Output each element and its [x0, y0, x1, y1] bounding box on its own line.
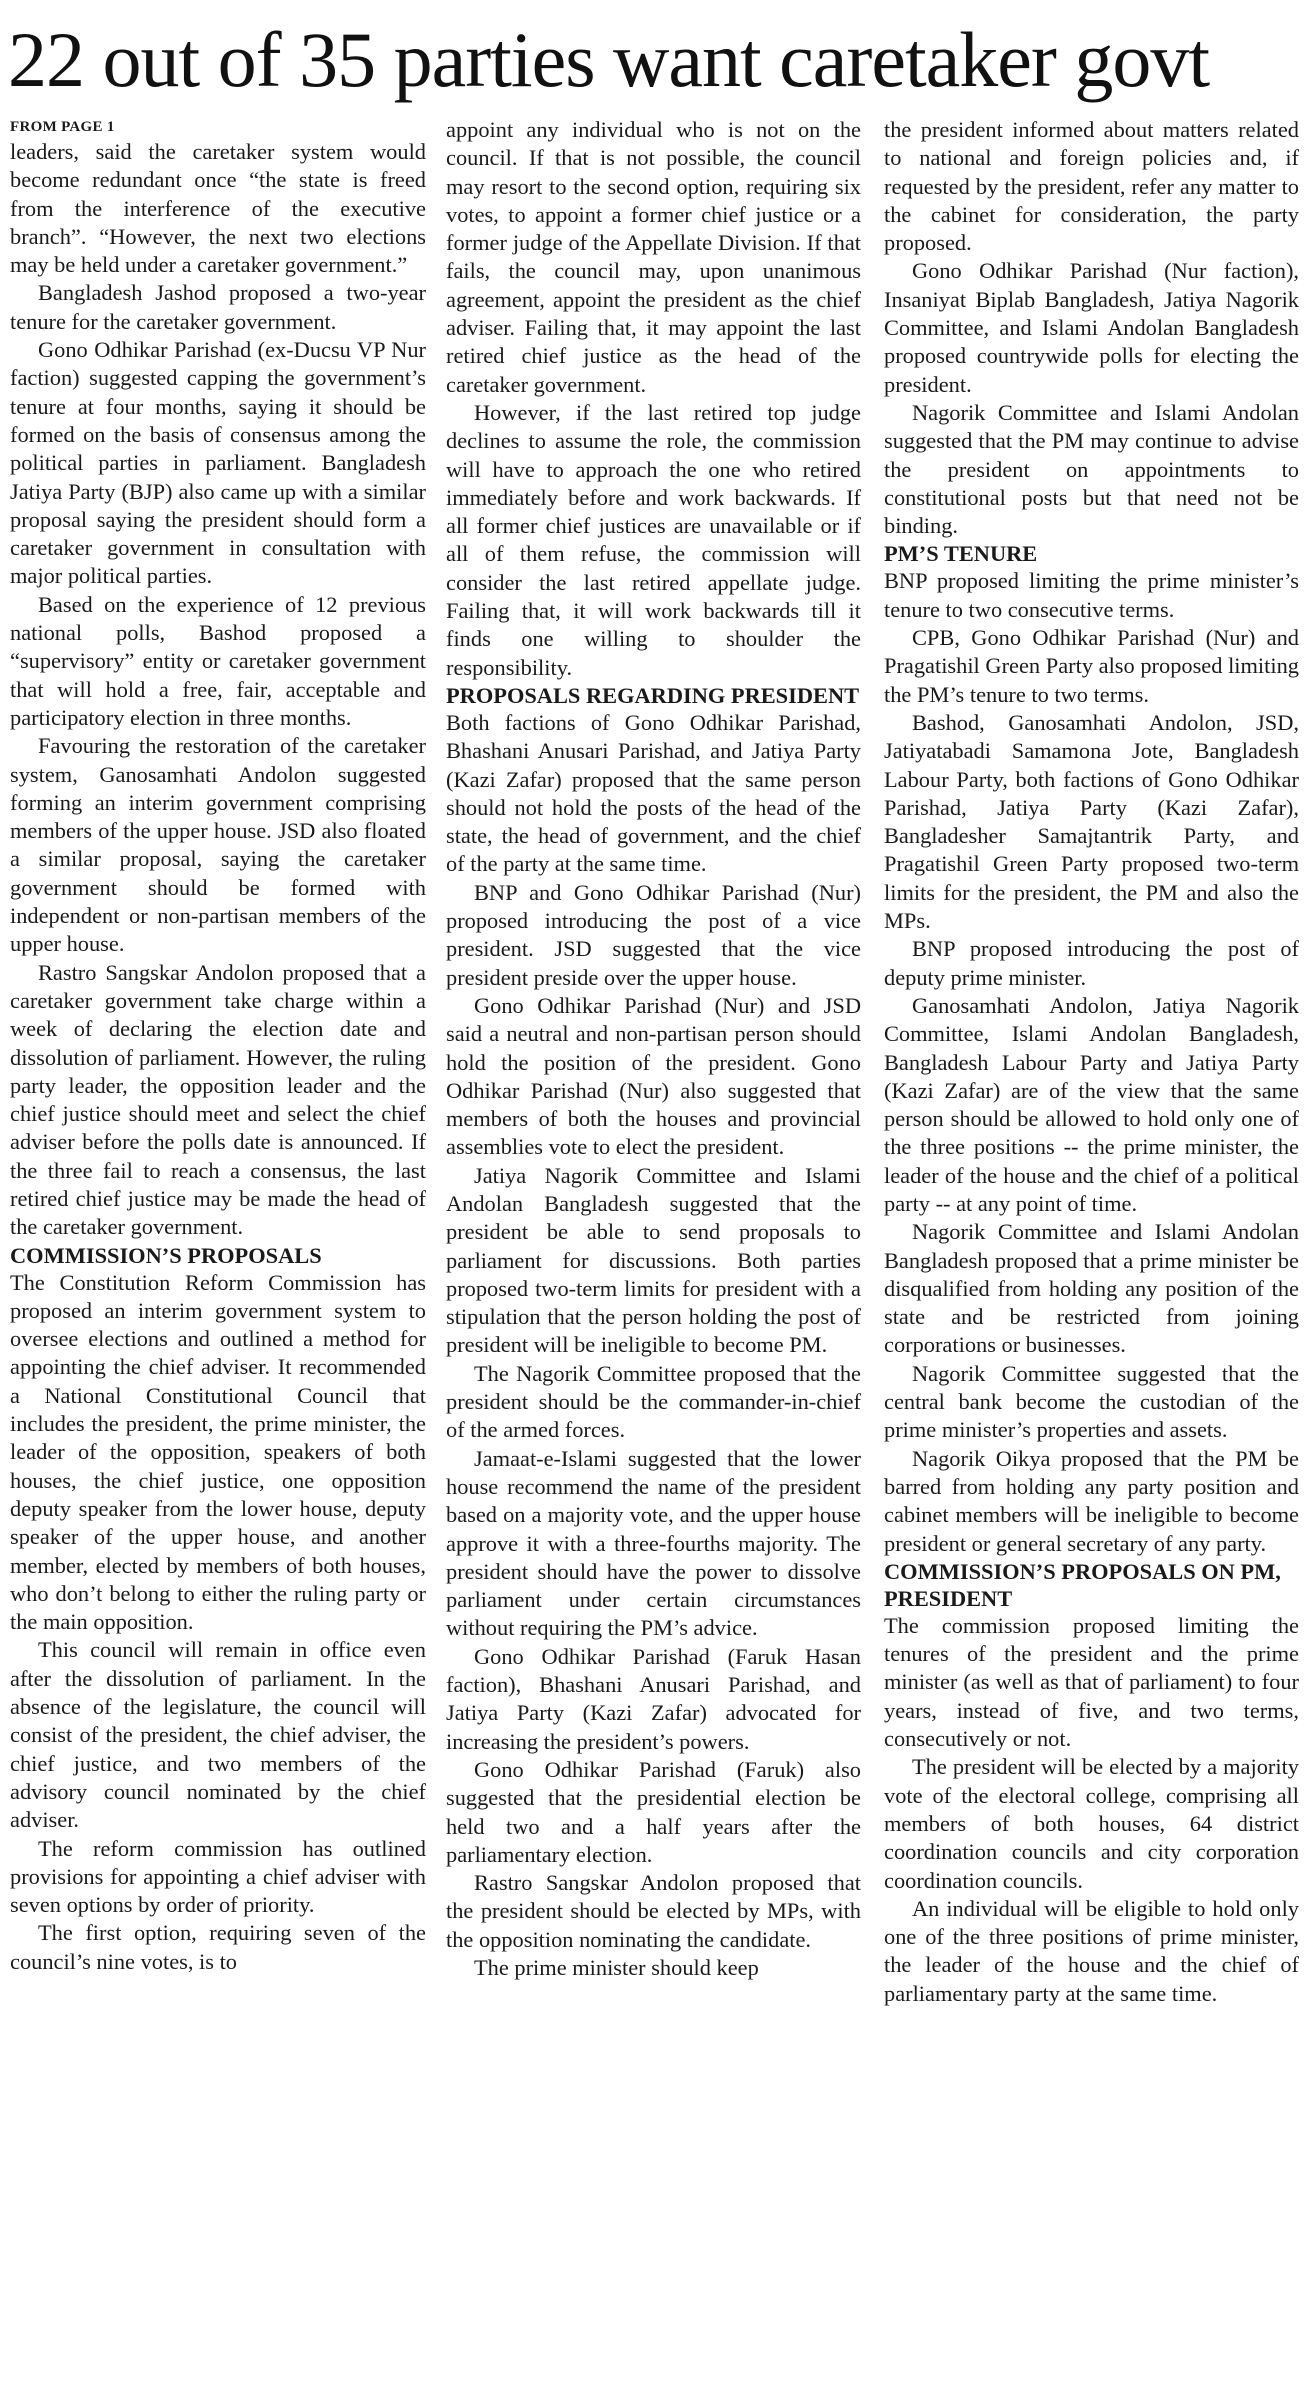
paragraph: BNP and Gono Odhikar Parishad (Nur) proposed introducing the post of a vice president. JSD suggested that the vice president preside over the upper house.	[446, 879, 861, 990]
section-heading: COMMISSION’S PROPOSALS ON PM, PRESIDENT	[884, 1558, 1281, 1611]
section-heading: PM’S TENURE	[884, 541, 1038, 567]
paragraph: However, if the last retired top judge declines to assume the role, the commission will have to approach the one who retired immediately before and work backwards. If all former chief justices are unavailable or if all of them refuse, the commission will consider the last retired appellate judge. Failing that, it will work backwards till it finds one willing to shoulder the responsibility.	[446, 399, 861, 680]
paragraph: This council will remain in office even after the dissolution of parliament. In the absence of the legislature, the council will consist of the president, the chief adviser, the chief justice, and two members of the advisory council nominated by the chief adviser.	[10, 1637, 426, 1833]
paragraph: BNP proposed limiting the prime minister’s tenure to two consecutive terms.	[884, 568, 1299, 622]
article-column-2	[446, 116, 861, 2400]
paragraph: The reform commission has outlined provisions for appointing a chief adviser with seven options by order of priority.	[10, 1835, 426, 1918]
article-column-3	[884, 116, 1299, 2400]
paragraph: Gono Odhikar Parishad (Nur) and JSD said a neutral and non-partisan person should hold the position of the president. Gono Odhikar Parishad (Nur) also suggested that members of both the houses and provincial assemblies vote to elect the president.	[446, 992, 861, 1160]
paragraph: Both factions of Gono Odhikar Parishad, Bhashani Anusari Parishad, and Jatiya Party (Kazi Zafar) proposed that the same person should not hold the posts of the head of the state, the head of government, and the chief of the party at the same time.	[446, 709, 861, 877]
paragraph: The Nagorik Committee proposed that the president should be the commander-in-chief of the armed forces.	[446, 1360, 861, 1443]
paragraph: Jatiya Nagorik Committee and Islami Andolan Bangladesh suggested that the president be able to send proposals to parliament for discussions. Both parties proposed two-term limits for president with a stipulation that the person holding the post of president will be ineligible to become PM.	[446, 1162, 861, 1358]
paragraph: Nagorik Oikya proposed that the PM be barred from holding any party position and cabinet members will be ineligible to become president or general secretary of any party.	[884, 1445, 1299, 1556]
dateline: FROM PAGE 1	[10, 119, 115, 135]
paragraph: the president informed about matters related to national and foreign policies and, if requested by the president, refer any matter to the cabinet for consideration, the party proposed.	[884, 117, 1299, 256]
paragraph: Gono Odhikar Parishad (Faruk Hasan faction), Bhashani Anusari Parishad, and Jatiya Party (Kazi Zafar) advocated for increasing the president’s powers.	[446, 1643, 861, 1754]
paragraph: Jamaat-e-Islami suggested that the lower house recommend the name of the president based on a majority vote, and the upper house approve it with a three-fourths majority. The president should have the power to dissolve parliament under certain circumstances without requiring the PM’s advice.	[446, 1445, 861, 1641]
paragraph: The Constitution Reform Commission has proposed an interim government system to oversee elections and outlined a method for appointing the chief adviser. It recommended a National Constitutional Council that includes the president, the prime minister, the leader of the opposition, speakers of both houses, the chief justice, one opposition deputy speaker from the lower house, deputy speaker of the upper house, and another member, elected by members of both houses, who don’t belong to either the ruling party or the main opposition.	[10, 1269, 426, 1635]
paragraph: leaders, said the caretaker system would become redundant once “the state is freed from the interference of the executive branch”. “However, the next two elections may be held under a caretaker government.”	[10, 139, 426, 278]
paragraph: Ganosamhati Andolon, Jatiya Nagorik Committee, Islami Andolan Bangladesh, Bangladesh Labour Party and Jatiya Party (Kazi Zafar) are of the view that the same person should be allowed to hold only one of the three positions -- the prime minister, the leader of the house and the chief of a political party -- at any point of time.	[884, 992, 1299, 1216]
paragraph: Rastro Sangskar Andolon proposed that the president should be elected by MPs, with the opposition nominating the candidate.	[446, 1870, 861, 1952]
paragraph: Bangladesh Jashod proposed a two-year tenure for the caretaker government.	[10, 280, 426, 334]
paragraph: The first option, requiring seven of the council’s nine votes, is to	[10, 1920, 426, 1974]
paragraph: Gono Odhikar Parishad (ex-Ducsu VP Nur faction) suggested capping the government’s tenure at four months, saying it should be formed on the basis of consensus among the political parties in parliament. Bangladesh Jatiya Party (BJP) also came up with a similar proposal saying the president should form a caretaker government in consultation with major political parties.	[10, 337, 426, 589]
paragraph: Nagorik Committee and Islami Andolan Bangladesh proposed that a prime minister be disqualified from holding any position of the state and be restricted from joining corporations or businesses.	[884, 1219, 1299, 1358]
paragraph: Bashod, Ganosamhati Andolon, JSD, Jatiyatabadi Samamona Jote, Bangladesh Labour Party, both factions of Gono Odhikar Parishad, Jatiya Party (Kazi Zafar), Bangladesher Samajtantrik Party, and Pragatishil Green Party proposed two-term limits for the president, the PM and also the MPs.	[884, 709, 1299, 934]
paragraph: Rastro Sangskar Andolon proposed that a caretaker government take charge within a week of declaring the election date and dissolution of parliament. However, the ruling party leader, the opposition leader and the chief justice should meet and select the chief adviser before the polls date is announced. If the three fail to reach a consensus, the last retired chief justice may be made the head of the caretaker government.	[10, 959, 426, 1240]
article-column-1	[10, 116, 426, 2400]
paragraph: The commission proposed limiting the tenures of the president and the prime minister (as well as that of parliament) to four years, instead of five, and two terms, consecutively or not.	[884, 1612, 1299, 1752]
paragraph: Based on the experience of 12 previous national polls, Bashod proposed a “supervisory” entity or caretaker government that will hold a free, fair, acceptable and participatory election in three months.	[10, 591, 426, 730]
paragraph: Nagorik Committee and Islami Andolan suggested that the PM may continue to advise the president on appointments to constitutional posts but that need not be binding.	[884, 399, 1299, 539]
paragraph: Nagorik Committee suggested that the central bank become the custodian of the prime minister’s properties and assets.	[884, 1360, 1299, 1443]
paragraph: An individual will be eligible to hold only one of the three positions of prime minister, the leader of the house and the chief of parliamentary party at the same time.	[884, 1895, 1299, 2006]
headline: 22 out of 35 parties want caretaker govt	[8, 16, 1210, 103]
section-heading: COMMISSION’S PROPOSALS	[10, 1242, 322, 1268]
paragraph: CPB, Gono Odhikar Parishad (Nur) and Pragatishil Green Party also proposed limiting the PM’s tenure to two terms.	[884, 625, 1299, 707]
paragraph: Gono Odhikar Parishad (Nur faction), Insaniyat Biplab Bangladesh, Jatiya Nagorik Committee, and Islami Andolan Bangladesh proposed countrywide polls for electing the president.	[884, 258, 1299, 397]
section-heading: PROPOSALS REGARDING PRESIDENT	[446, 682, 860, 708]
paragraph: The prime minister should keep	[474, 1955, 759, 1980]
paragraph: Favouring the restoration of the caretaker system, Ganosamhati Andolon suggested forming an interim government comprising members of the upper house. JSD also floated a similar proposal, saying the caretaker government should be formed with independent or non-partisan members of the upper house.	[10, 733, 426, 957]
paragraph: appoint any individual who is not on the council. If that is not possible, the council may resort to the second option, requiring six votes, to appoint a former chief justice or a former judge of the Appellate Division. If that fails, the council may, upon unanimous agreement, appoint the president as the chief adviser. Failing that, it may appoint the last retired chief justice as the head of the caretaker government.	[446, 117, 861, 397]
paragraph: Gono Odhikar Parishad (Faruk) also suggested that the presidential election be held two and a half years after the parliamentary election.	[446, 1756, 861, 1867]
paragraph: The president will be elected by a majority vote of the electoral college, comprising all members of both houses, 64 district coordination councils and city corporation coordination councils.	[884, 1754, 1299, 1893]
paragraph: BNP proposed introducing the post of deputy prime minister.	[884, 936, 1299, 990]
